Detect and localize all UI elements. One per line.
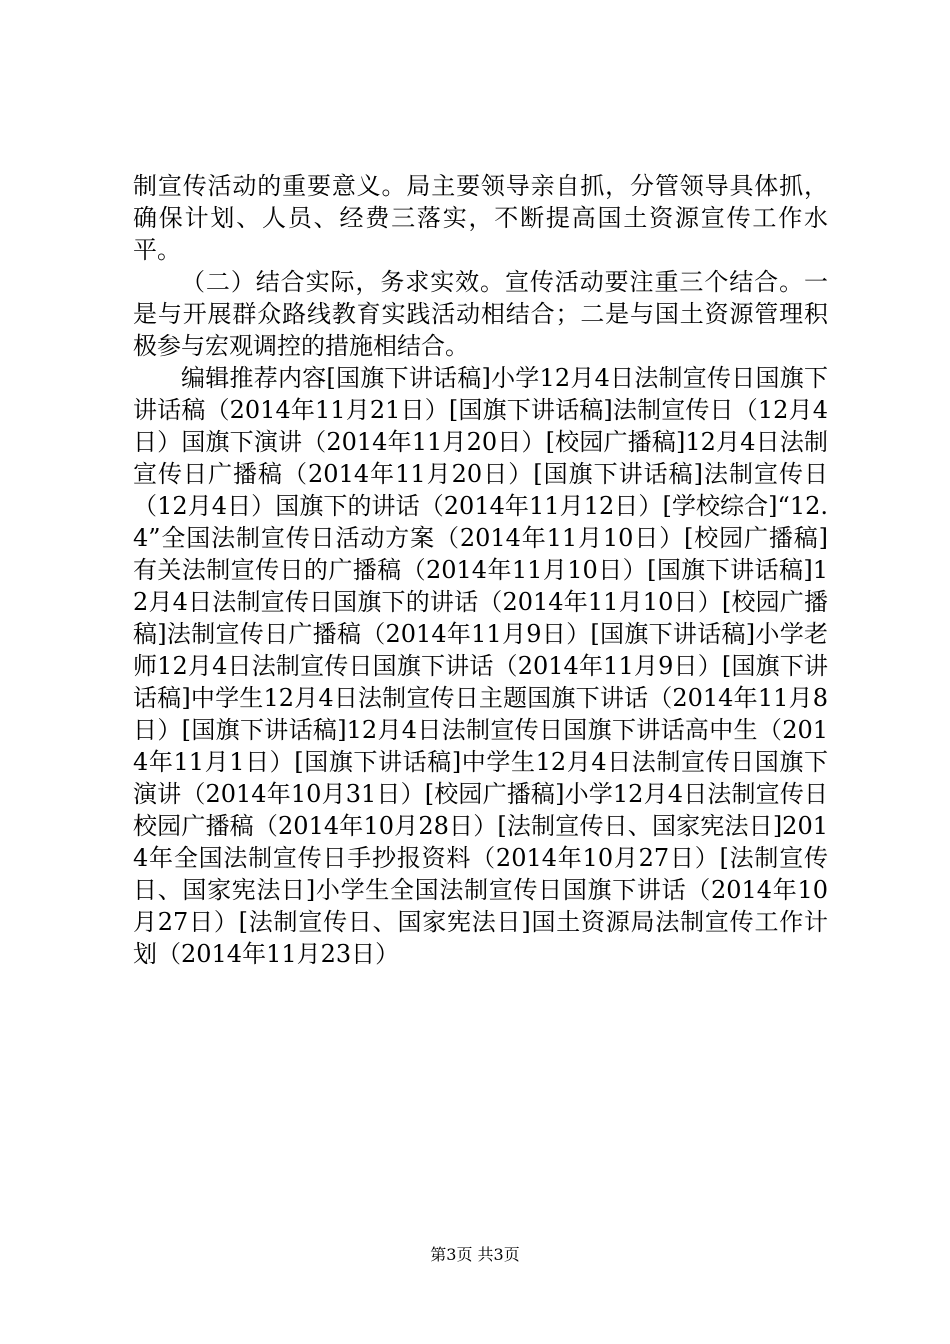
paragraph-continuation: 制宣传活动的重要意义。局主要领导亲自抓，分管领导具体抓，确保计划、人员、经费三落实，不断提高国土资源宣传工作水平。 [133,172,828,264]
paragraph-section-two: （二）结合实际，务求实效。宣传活动要注重三个结合。一是与开展群众路线教育实践活动相结合；二是与国土资源管理积极参与宏观调控的措施相结合。 [133,268,828,360]
document-body [133,170,828,970]
paragraph-recommended-content: 编辑推荐内容[国旗下讲话稿]小学12月4日法制宣传日国旗下讲话稿（2014年11月21日）[国旗下讲话稿]法制宣传日（12月4日）国旗下演讲（2014年11月20日）[校园广播稿]12月4日法制宣传日广播稿（2014年11月20日）[国旗下讲话稿]法制宣传日（12月4日）国旗下的讲话（2014年11月12日）[学校综合]“12.4”全国法制宣传日活动方案（2014年11月10日）[校园广播稿]有关法制宣传日的广播稿（2014年11月10日）[国旗下讲话稿]12月4日法制宣传日国旗下的讲话（2014年11月10日）[校园广播稿]法制宣传日广播稿（2014年11月9日）[国旗下讲话稿]小学老师12月4日法制宣传日国旗下讲话（2014年11月9日）[国旗下讲话稿]中学生12月4日法制宣传日主题国旗下讲话（2014年11月8日）[国旗下讲话稿]12月4日法制宣传日国旗下讲话高中生（2014年11月1日）[国旗下讲话稿]中学生12月4日法制宣传日国旗下演讲（2014年10月31日）[校园广播稿]小学12月4日法制宣传日校园广播稿（2014年10月28日）[法制宣传日、国家宪法日]2014年全国法制宣传日手抄报资料（2014年10月27日）[法制宣传日、国家宪法日]小学生全国法制宣传日国旗下讲话（2014年10月27日）[法制宣传日、国家宪法日]国土资源局法制宣传工作计划（2014年11月23日） [133,364,828,968]
page-footer: 第3页 共3页 [430,1245,520,1264]
